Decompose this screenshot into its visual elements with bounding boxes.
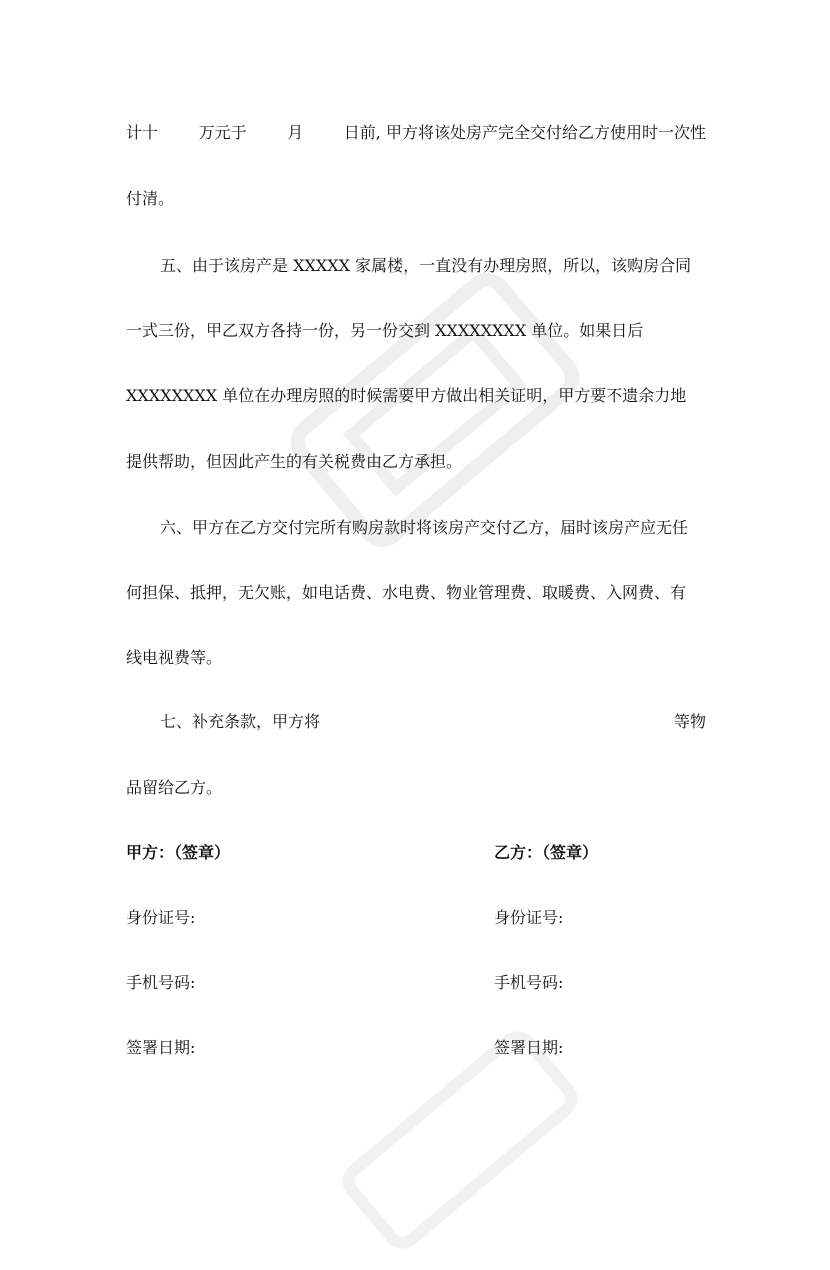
clause7-line1: [160, 711, 706, 733]
clause6-line2: 何担保、抵押，无欠账，如电话费、水电费、物业管理费、取暖费、入网费、有: [126, 583, 687, 602]
party-a-date-label: 签署日期:: [126, 1038, 196, 1057]
party-b-id-label: 身份证号:: [494, 908, 564, 927]
party-b-phone-label: 手机号码:: [494, 973, 564, 992]
clause4-line2: 付清。: [126, 189, 175, 208]
party-b-date-label: 签署日期:: [494, 1038, 564, 1057]
party-a-id-label: 身份证号:: [126, 908, 196, 927]
clause4-text-part1: 计十: [126, 123, 159, 142]
party-a-phone-label: 手机号码:: [126, 973, 196, 992]
party-a-title: 甲方：（签章）: [126, 843, 231, 862]
clause4-text-part2: 万元于: [198, 123, 247, 142]
clause5-line4: 提供帮助，但因此产生的有关税费由乙方承担。: [126, 452, 463, 471]
clause7-text-left: 七、补充条款，甲方将: [160, 712, 321, 731]
clause4-text-part4: 日前, 甲方将该处房产完全交付给乙方使用时一次性: [343, 123, 706, 142]
clause7-text-right: 等物: [673, 712, 706, 731]
clause4-line1: [126, 122, 706, 144]
party-b-title: 乙方：（签章）: [494, 843, 599, 862]
clause6-line1: 六、甲方在乙方交付完所有购房款时将该房产交付乙方，届时该房产应无任: [160, 518, 689, 537]
clause4-text-part3: 月: [287, 123, 304, 142]
clause5-line1: 五、由于该房产是 XXXXX 家属楼，一直没有办理房照，所以，该购房合同: [160, 256, 692, 275]
clause5-line2: 一式三份，甲乙双方各持一份，另一份交到 XXXXXXXX 单位。如果日后: [126, 321, 644, 340]
clause5-line3: XXXXXXXX 单位在办理房照的时候需要甲方做出相关证明，甲方要不遗余力地: [126, 386, 687, 405]
clause7-line2: 品留给乙方。: [126, 778, 223, 797]
clause6-line3: 线电视费等。: [126, 648, 223, 667]
